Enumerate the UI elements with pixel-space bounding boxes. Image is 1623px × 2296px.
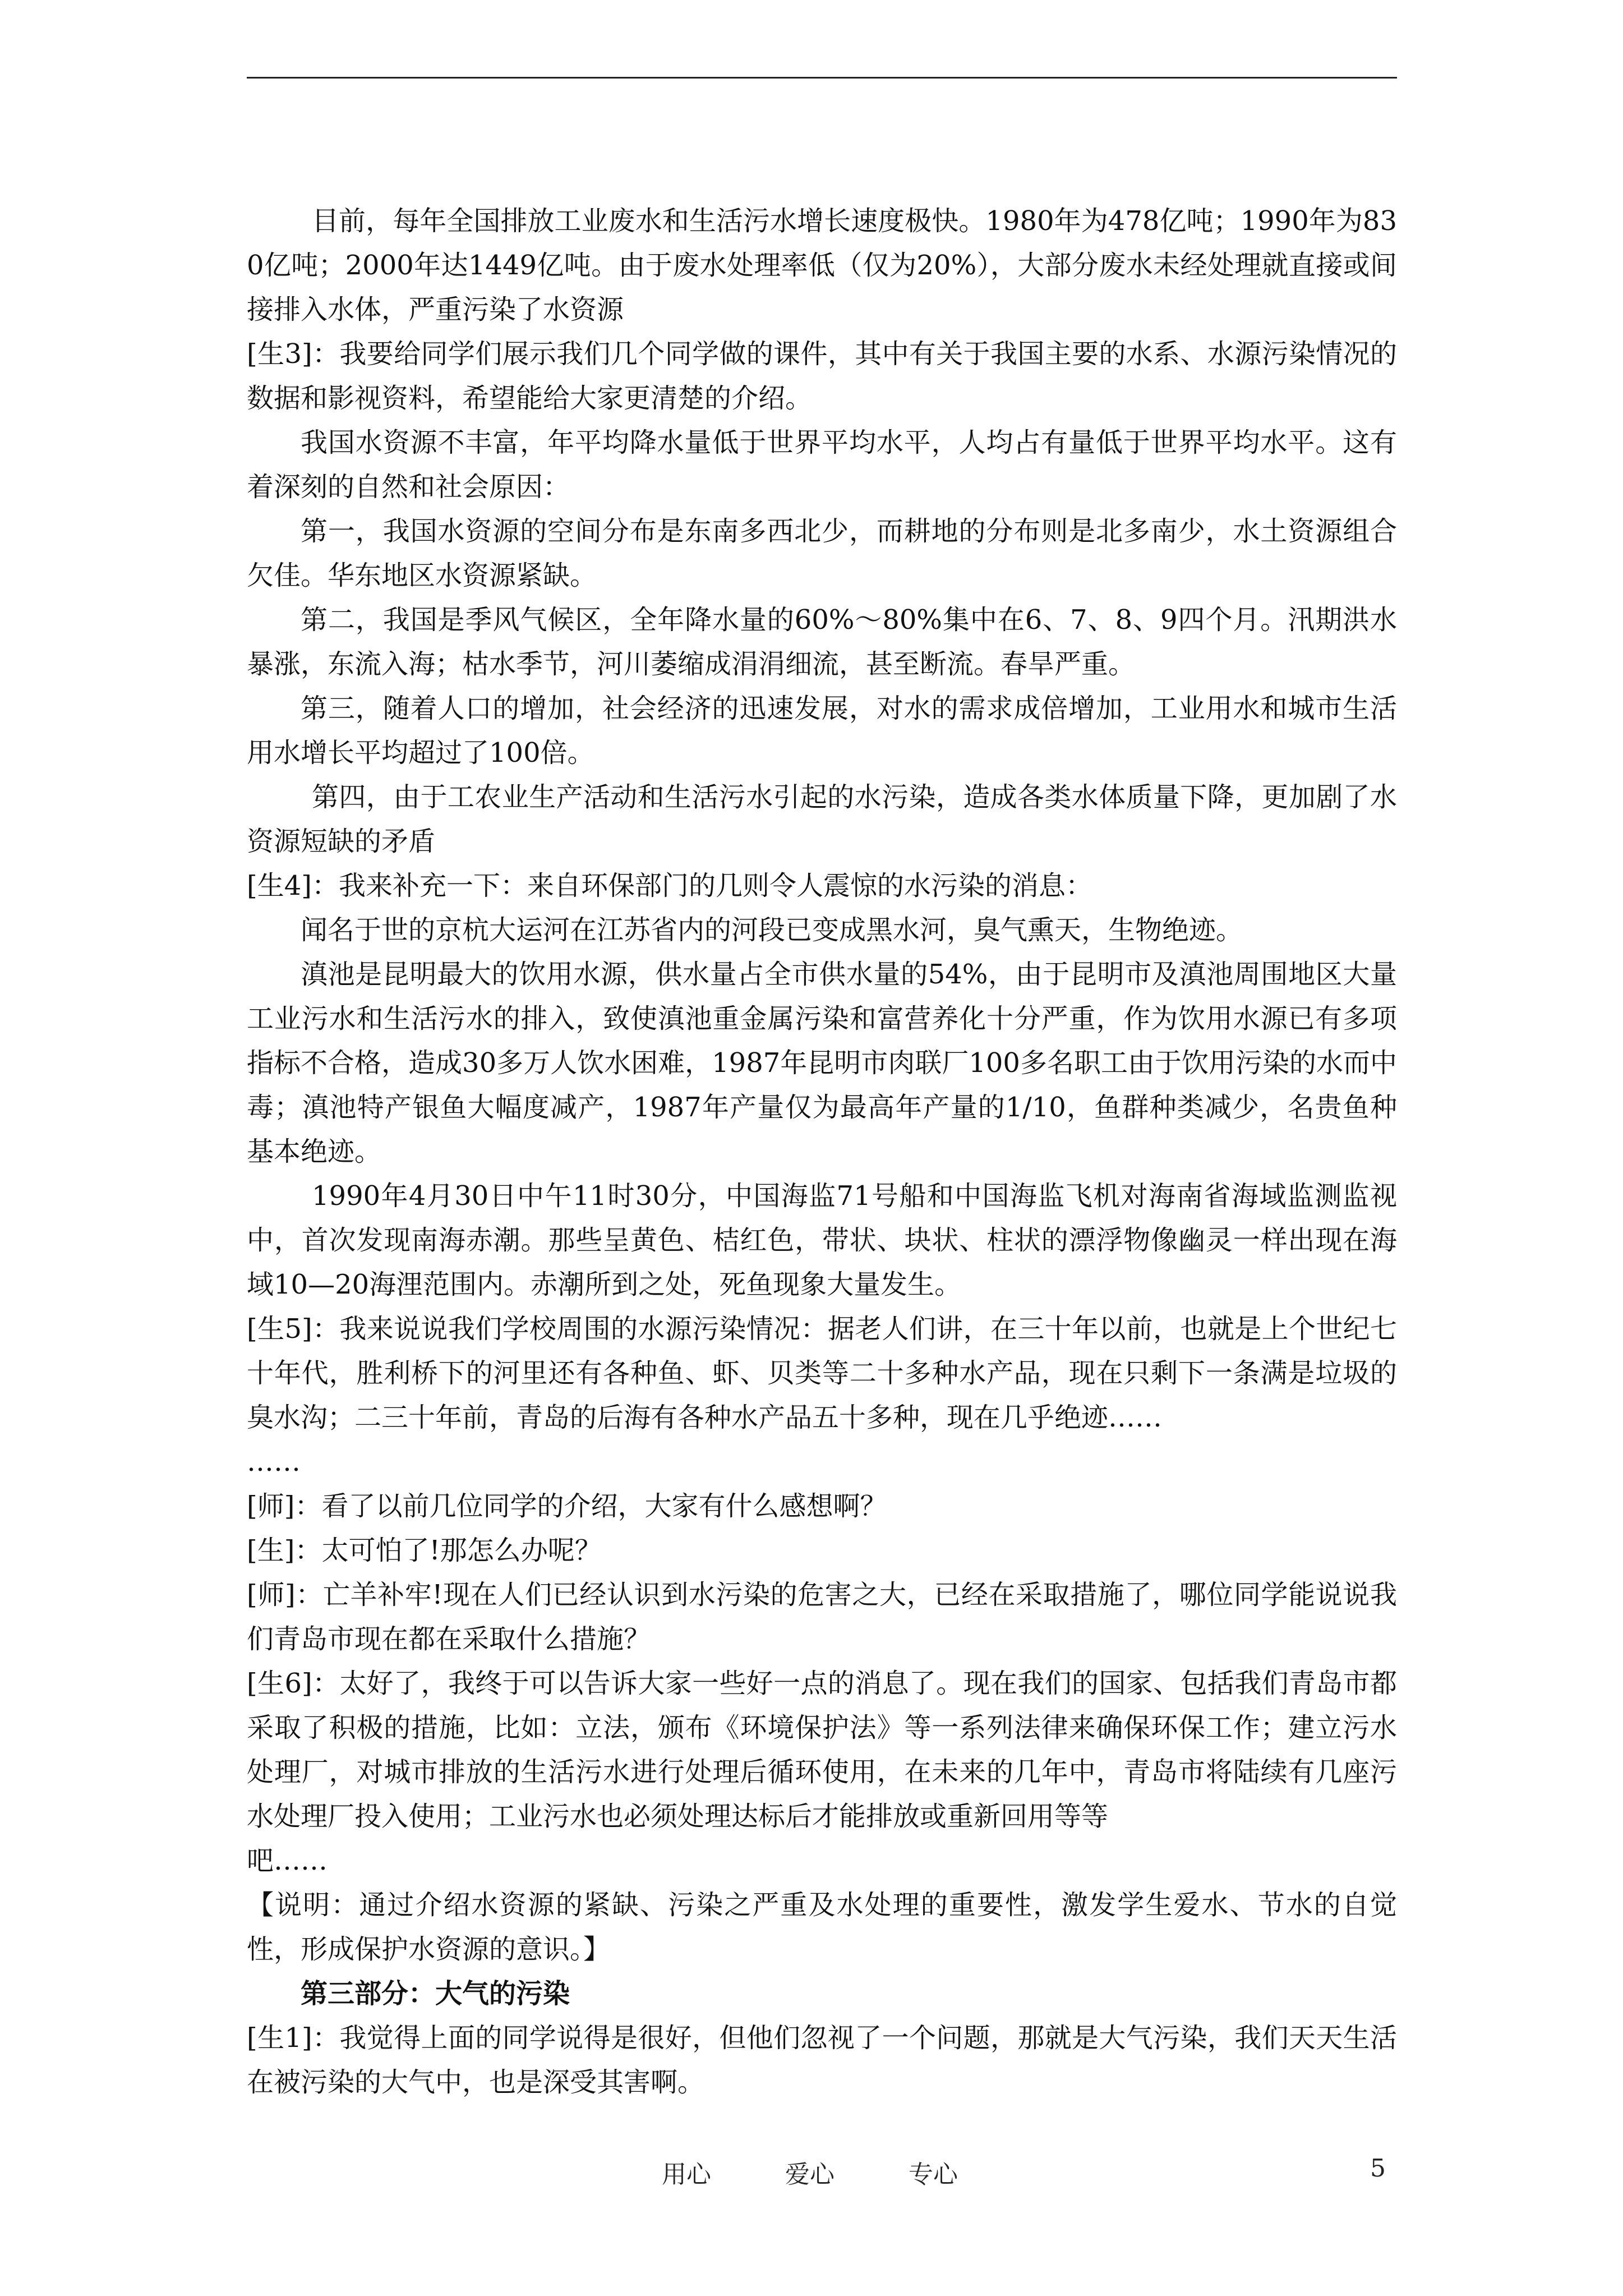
paragraph: 闻名于世的京杭大运河在江苏省内的河段已变成黑水河，臭气熏天，生物绝迹。 xyxy=(301,914,1243,946)
paragraph: 目前，每年全国排放工业废水和生活污水增长速度极快。1980年为478亿吨；1990年为830亿吨；2000年达1449亿吨。由于废水处理率低（仅为20%），大部分废水未经处理就直接或间接排入水体，严重污染了水资源 xyxy=(247,205,1397,325)
paragraph: 第三，随着人口的增加，社会经济的迅速发展，对水的需求成倍增加，工业用水和城市生活用水增长平均超过了100倍。 xyxy=(247,693,1397,769)
paragraph: 第一，我国水资源的空间分布是东南多西北少，而耕地的分布则是北多南少，水土资源组合欠佳。华东地区水资源紧缺。 xyxy=(247,516,1397,591)
paragraph: [生3]：我要给同学们展示我们几个同学做的课件，其中有关于我国主要的水系、水源污染情况的数据和影视资料，希望能给大家更清楚的介绍。 xyxy=(247,338,1397,414)
document-body xyxy=(247,199,1397,2105)
paragraph: [生]：太可怕了!那怎么办呢？ xyxy=(247,1535,602,1566)
paragraph: [师]：亡羊补牢!现在人们已经认识到水污染的危害之大，已经在采取措施了，哪位同学能说说我们青岛市现在都在采取什么措施？ xyxy=(247,1579,1397,1655)
header-rule xyxy=(247,77,1397,79)
paragraph: [生4]：我来补充一下：来自环保部门的几则令人震惊的水污染的消息： xyxy=(247,870,1092,901)
paragraph: 1990年4月30日中午11时30分，中国海监71号船和中国海监飞机对海南省海域监测监视中，首次发现南海赤潮。那些呈黄色、桔红色，带状、块状、柱状的漂浮物像幽灵一样出现在海域10—20海浬范围内。赤潮所到之处，死鱼现象大量发生。 xyxy=(247,1180,1397,1300)
note-paragraph: 【说明：通过介绍水资源的紧缺、污染之严重及水处理的重要性，激发学生爱水、节水的自觉性，形成保护水资源的意识。】 xyxy=(247,1889,1397,1965)
paragraph: [生5]：我来说说我们学校周围的水源污染情况：据老人们讲，在三十年以前，也就是上个世纪七十年代，胜利桥下的河里还有各种鱼、虾、贝类等二十多种水产品，现在只剩下一条满是垃圾的臭水沟；二三十年前，青岛的后海有各种水产品五十多种，现在几乎绝迹…… …… xyxy=(247,1313,1397,1478)
section-heading: 第三部分：大气的污染 xyxy=(301,1978,570,2009)
paragraph: 第二，我国是季风气候区，全年降水量的60%～80%集中在6、7、8、9四个月。汛期洪水暴涨，东流入海；枯水季节，河川萎缩成涓涓细流，甚至断流。春旱严重。 xyxy=(247,604,1397,680)
paragraph: [生6]：太好了，我终于可以告诉大家一些好一点的消息了。现在我们的国家、包括我们青岛市都采取了积极的措施，比如：立法，颁布《环境保护法》等一系列法律来确保环保工作；建立污水处理厂，对城市排放的生活污水进行处理后循环使用，在未来的几年中，青岛市将陆续有几座污水处理厂投入使用；工业污水也必须处理达标后才能排放或重新回用等等 吧…… xyxy=(247,1668,1397,1876)
paragraph: 第四，由于工农业生产活动和生活污水引起的水污染，造成各类水体质量下降，更加剧了水资源短缺的矛盾 xyxy=(247,781,1397,857)
paragraph: 滇池是昆明最大的饮用水源，供水量占全市供水量的54%，由于昆明市及滇池周围地区大量工业污水和生活污水的排入，致使滇池重金属污染和富营养化十分严重，作为饮用水源已有多项指标不合格，造成30多万人饮水困难，1987年昆明市肉联厂100多名职工由于饮用污染的水而中毒；滇池特产银鱼大幅度减产，1987年产量仅为最高年产量的1/10，鱼群种类减少，名贵鱼种基本绝迹。 xyxy=(247,959,1397,1167)
page-number: 5 xyxy=(1370,2154,1386,2183)
paragraph: [师]：看了以前几位同学的介绍，大家有什么感想啊？ xyxy=(247,1490,887,1522)
paragraph: [生1]：我觉得上面的同学说得是很好，但他们忽视了一个问题，那就是大气污染，我们天天生活在被污染的大气中，也是深受其害啊。 xyxy=(247,2022,1397,2098)
paragraph: 我国水资源不丰富，年平均降水量低于世界平均水平，人均占有量低于世界平均水平。这有着深刻的自然和社会原因： xyxy=(247,427,1397,503)
footer-motto: 用心 爱心 专心 xyxy=(662,2160,958,2189)
